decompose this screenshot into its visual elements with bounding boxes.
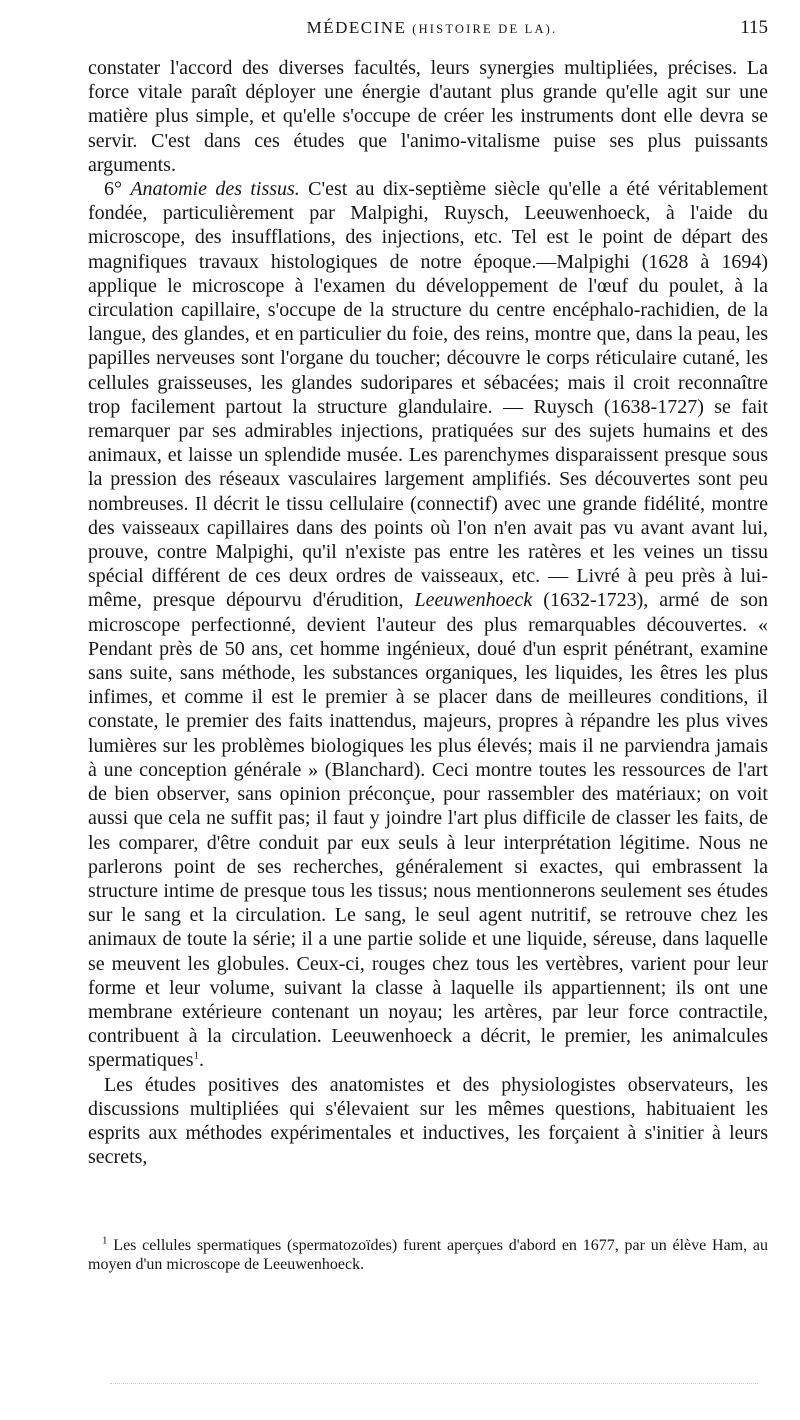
footnote [88, 1236, 768, 1274]
italic-name: Leeuwenhoeck [414, 589, 533, 612]
footnote-text: Les cellules spermatiques (spermatozoïdes) furent aperçues d'abord en 1677, par un élève Ham, au moyen d'un microscope de Leeuwenhoeck. [88, 1237, 769, 1273]
paragraph-1: constater l'accord des diverses facultés, leurs synergies multipliées, précises. La force vitale paraît déployer une énergie d'autant plus grande qu'elle agit sur une matière plus simple, et qu'elle s'occupe de créer les instruments dont elle devra se servir. C'est dans ces études que l'animo-vitalisme puise ses plus puissants arguments. [88, 57, 768, 176]
paragraph-2: 6° Anatomie des tissus. C'est au dix-septième siècle qu'elle a été véritablement fondée, particulièrement par Malpighi, Ruysch, Leeuwenhoeck, à l'aide du microscope, des insufflations, des injections, etc. Tel est le point de départ des magnifiques travaux histologiques de notre époque.—Malpighi (1628 à 1694) applique le microscope à l'examen du développement de l'œuf du poulet, à la circulation capillaire, s'occupe de la structure du centre encéphalo-rachidien, de la langue, des glandes, et en particulier du foie, des reins, montre que, dans la peau, les papilles nerveuses sont l'organe du toucher; découvre le corps réticulaire cutané, les cellules graisseuses, les glandes sudoripares et sébacées; mais il croit reconnaître trop facilement partout la structure glandulaire. — Ruysch (1638-1727) se fait remarquer par ses admirables injections, pratiquées sur des sujets humains et des animaux, et laisse un splendide musée. Les parenchymes disparaissent presque sous la pression des réseaux vasculaires largement amplifiés. Ses découvertes sont peu nombreuses. Il décrit le tissu cellulaire (connectif) avec une grande fidélité, montre des vaisseaux capillaires dans des points où l'on n'en avait pas vu avant avant lui, prouve, contre Malpighi, qu'il n'existe pas entre les ratères et les veines un tissu spécial différent de ces deux ordres de vaisseaux, etc. — Livré à peu près à lui-même, presque dépourvu d'érudition, Leeuwenhoeck (1632-1723), armé de son microscope perfectionné, devient l'auteur des plus remarquables découvertes. « Pendant près de 50 ans, cet homme ingénieux, doué d'un esprit pénétrant, examine sans suite, sans méthode, les substances organiques, les liquides, les êtres les plus infimes, et comme il est le premier à se placer dans de meilleures conditions, il constate, le premier des faits inattendus, majeurs, propres à répandre les plus vives lumières sur les problèmes biologiques les plus élevés; mais il ne parviendra jamais à une conception générale » (Blanchard). Ceci montre toutes les ressources de l'art de bien observer, sans opinion préconçue, pour rassembler des matériaux; on voit aussi que cela ne suffit pas; il faut y joindre l'art plus difficile de classer les faits, de les comparer, d'être conduit par eux seuls à leur interprétation légitime. Nous ne parlerons point de ses recherches, généralement si exactes, qui embrassent la structure intime de presque tous les tissus; nous mentionnerons seulement ses études sur le sang et la circulation. Le sang, le seul agent nutritif, se retrouve chez les animaux de toute la série; il a une partie solide et une liquide, séreuse, dans laquelle se meuvent les globules. Ceux-ci, rouges chez tous les vertèbres, varient pour leur forme et leur volume, suivant la classe à laquelle ils appartiennent; ils ont une membrane extérieure contenant un noyau; les artères, par leur force contractile, contribuent à la circulation. Leeuwenhoeck a décrit, le premier, les animalcules spermatiques$^1$. [88, 178, 768, 1072]
section-title: Anatomie des tissus. [130, 178, 300, 201]
paragraph-3: Les études positives des anatomistes et des physiologistes observateurs, les discussions multipliées qui s'élevaient sur les mêmes questions, habituaient les esprits aux méthodes expérimentales et inductives, les forçaient à s'initier à leurs secrets, [88, 1073, 768, 1169]
page-number: 115 [740, 17, 768, 38]
running-title-main: MÉDECINE [306, 18, 407, 37]
running-title-sub: (HISTOIRE DE LA). [412, 22, 558, 36]
paragraph-2-text: 6° Anatomie des tissus. C'est au dix-septième siècle qu'elle a été véritablement fondée, particulièrement par Malpighi, Ruysch, Leeuwenhoeck, à l'aide du microscope, des insufflations, des injections, etc. Tel est le point de départ des magnifiques travaux histologiques de notre époque.—Malpighi (1628 à 1694) applique le microscope à l'examen du développement de l'œuf du poulet, à la circulation capillaire, s'occupe de la structure du centre encéphalo-rachidien, de la langue, des glandes, et en particulier du foie, des reins, montre que, dans la peau, les papilles nerveuses sont l'organe du toucher; découvre le corps réticulaire cutané, les cellules graisseuses, les glandes sudoripares et sébacées; mais il croit reconnaître trop facilement partout la structure glandulaire. — Ruysch (1638-1727) se fait remarquer par ses admirables injections, pratiquées sur des sujets humains et des animaux, et laisse un splendide musée. Les parenchymes disparaissent presque sous la pression des réseaux vasculaires largement amplifiés. Ses découvertes sont peu nombreuses. Il décrit le tissu cellulaire (connectif) avec une grande fidélité, montre des vaisseaux capillaires dans des points où l'on n'en avait pas vu avant avant lui, prouve, contre Malpighi, qu'il n'existe pas entre les ratères et les veines un tissu spécial différent de ces deux ordres de vaisseaux, etc. — Livré à peu près à lui-même, presque dépourvu d'érudition, Leeuwenhoeck (1632-1723), armé de son microscope perfectionné, devient l'auteur des plus remarquables découvertes. « Pendant près de 50 ans, cet homme ingénieux, doué d'un esprit pénétrant, examine sans suite, sans méthode, les substances organiques, les liquides, les êtres les plus infimes, et comme il est le premier à se placer dans de meilleures conditions, il constate, le premier des faits inattendus, majeurs, propres à répandre les plus vives lumières sur les problèmes biologiques les plus élevés; mais il ne parviendra jamais à une conception générale » (Blanchard). Ceci montre toutes les ressources de l'art de bien observer, sans opinion préconçue, pour rassembler des matériaux; on voit aussi que cela ne suffit pas; il faut y joindre l'art plus difficile de classer les faits, de les comparer, d'être conduit par eux seuls à leur interprétation légitime. Nous ne parlerons point de ses recherches, généralement si exactes, qui embrassent la structure intime de presque tous les tissus; nous mentionnerons seulement ses études sur le sang et la circulation. Le sang, le seul agent nutritif, se retrouve chez les animaux de toute la série; il a une partie solide et une liquide, séreuse, dans laquelle se meuvent les globules. Ceux-ci, rouges chez tous les vertèbres, varient pour leur forme et leur volume, suivant la classe à laquelle ils appartiennent; ils ont une membrane extérieure contenant un noyau; les artères, par leur force contractile, contribuent à la circulation. Leeuwenhoeck a décrit, le premier, les animalcules spermatiques [88, 178, 768, 1072]
footnote-marker: 1 [102, 1234, 108, 1247]
bottom-print-marks [110, 1383, 758, 1384]
body-text [88, 56, 768, 1169]
running-head [96, 18, 768, 48]
footnote-reference: 1 [193, 1049, 200, 1062]
running-title [96, 18, 768, 38]
